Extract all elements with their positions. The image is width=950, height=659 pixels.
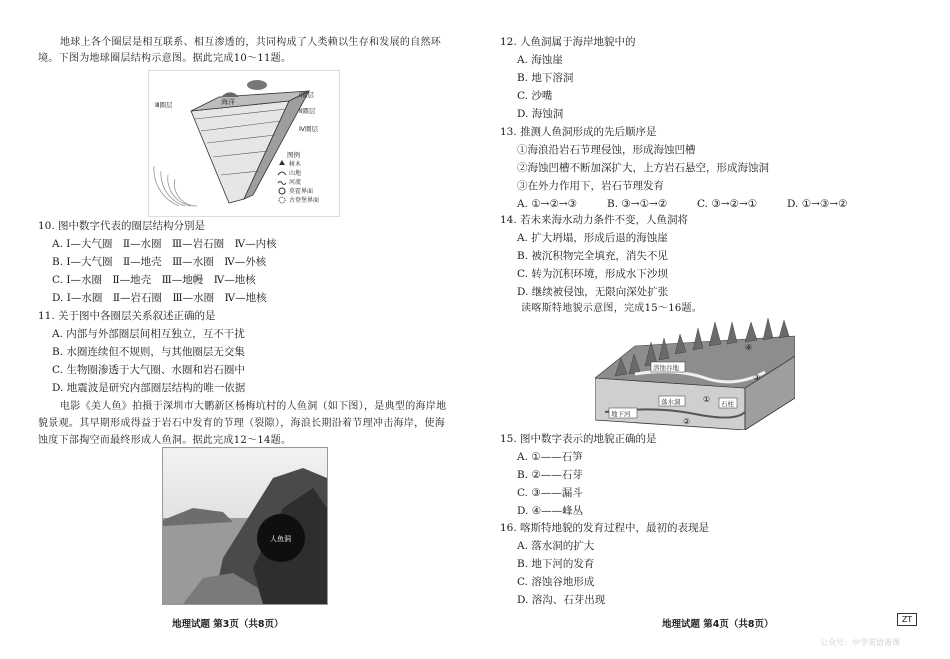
globe-arcs bbox=[154, 166, 197, 206]
photo-label-cave: 人鱼洞 bbox=[270, 535, 291, 543]
mountain-icon bbox=[278, 172, 286, 175]
legend-tree: 树木 bbox=[289, 161, 302, 168]
fig1-label-2: Ⅱ圈层 bbox=[299, 107, 316, 115]
cloud-icon bbox=[247, 80, 267, 90]
legend-gutenberg: 古登堡界面 bbox=[289, 197, 320, 204]
karst-label-sinkhole: 落水洞 bbox=[661, 398, 681, 406]
legend-moho: 莫霍界面 bbox=[289, 188, 314, 195]
q12-option-c: C. 沙嘴 bbox=[517, 90, 553, 102]
q15-option-d: D. ④——峰丛 bbox=[517, 505, 584, 517]
q15-stem: 15. 图中数字表示的地貌正确的是 bbox=[500, 433, 657, 445]
q13-option-a: A. ①→②→③ bbox=[517, 198, 578, 210]
q16-option-a: A. 落水洞的扩大 bbox=[517, 540, 595, 552]
fig1-label-3: Ⅲ圈层 bbox=[155, 101, 173, 109]
q12-stem: 12. 人鱼洞属于海岸地貌中的 bbox=[500, 36, 636, 48]
legend-mountain: 山地 bbox=[289, 170, 302, 177]
watermark-text: 公众号：中学英语备课 bbox=[820, 638, 900, 647]
q11-option-a: A. 内部与外部圈层间相互独立，互不干扰 bbox=[52, 328, 245, 340]
q15-option-a: A. ①——石笋 bbox=[517, 451, 583, 463]
q16-option-c: C. 溶蚀谷地形成 bbox=[517, 576, 595, 588]
q10-stem: 10. 图中数字代表的圈层结构分别是 bbox=[38, 220, 206, 232]
intro-12-14-line2: 貌景观。其早期形成得益于岩石中发育的节理（裂隙），海浪长期沿着节理冲击海岸，使海 bbox=[38, 418, 445, 429]
karst-num-1: ① bbox=[703, 395, 711, 404]
q16-option-b: B. 地下河的发育 bbox=[517, 558, 595, 570]
q11-option-d: D. 地震波是研究内部圈层结构的唯一依据 bbox=[52, 382, 246, 394]
legend-river: 河流 bbox=[289, 179, 302, 186]
q12-option-a: A. 海蚀崖 bbox=[517, 54, 563, 66]
moho-icon bbox=[279, 188, 285, 194]
legend-title: 图例 bbox=[287, 151, 300, 159]
q16-stem: 16. 喀斯特地貌的发育过程中，最初的表现是 bbox=[500, 522, 710, 534]
q12-option-b: B. 地下溶洞 bbox=[517, 72, 574, 84]
q10-option-b: B. Ⅰ—大气圈 Ⅱ—地壳 Ⅲ—水圈 Ⅳ—外核 bbox=[52, 256, 267, 268]
intro-15-16: 读喀斯特地貌示意图，完成15～16题。 bbox=[521, 303, 703, 314]
q14-option-b: B. 被沉积物完全填充，消失不见 bbox=[517, 250, 668, 262]
karst-label-valley: 溶蚀谷地 bbox=[653, 364, 679, 372]
q14-stem: 14. 若未来海水动力条件不变，人鱼洞将 bbox=[500, 214, 689, 226]
mountain-top bbox=[221, 92, 239, 97]
q15-option-c: C. ③——漏斗 bbox=[517, 487, 583, 499]
q15-option-b: B. ②——石芽 bbox=[517, 469, 583, 481]
intro-10-11-line1: 地球上各个圈层是相互联系、相互渗透的，共同构成了人类赖以生存和发展的自然环 bbox=[60, 37, 442, 48]
intro-10-11-line2: 境。下图为地球圈层结构示意图。据此完成10～11题。 bbox=[38, 53, 292, 64]
right-page bbox=[475, 0, 950, 659]
karst-num-3: ③ bbox=[753, 373, 761, 382]
q11-option-c: C. 生物圈渗透于大气圈、水圈和岩石圈中 bbox=[52, 364, 245, 376]
q10-option-a: A. Ⅰ—大气圈 Ⅱ—水圈 Ⅲ—岩石圈 Ⅳ—内核 bbox=[52, 238, 277, 250]
right-page-footer: 地理试题 第4页（共8页） bbox=[662, 619, 774, 630]
mermaid-cave-photo bbox=[162, 447, 328, 605]
zt-badge: ZT bbox=[897, 613, 917, 626]
q13-option-b: B. ③→①→② bbox=[607, 198, 668, 210]
q10-option-d: D. Ⅰ—水圈 Ⅱ—岩石圈 Ⅲ—水圈 Ⅳ—地核 bbox=[52, 292, 267, 304]
q13-line-1: ①海浪沿岩石节理侵蚀，形成海蚀凹槽 bbox=[517, 144, 696, 156]
intro-12-14-line1: 电影《美人鱼》拍摄于深圳市大鹏新区杨梅坑村的人鱼洞（如下图），是典型的海岸地 bbox=[60, 401, 447, 412]
left-page-footer: 地理试题 第3页（共8页） bbox=[172, 619, 284, 630]
river-icon bbox=[278, 182, 286, 185]
karst-label-river: 地下河 bbox=[611, 410, 631, 418]
q11-option-b: B. 水圈连续但不规则，与其他圈层无交集 bbox=[52, 346, 245, 358]
fig1-label-1: Ⅰ圈层 bbox=[299, 91, 314, 99]
intro-12-14-line3: 蚀度下部掏空而最终形成人鱼洞。据此完成12～14题。 bbox=[38, 435, 292, 446]
q16-option-d: D. 溶沟、石芽出现 bbox=[517, 594, 606, 606]
q13-option-c: C. ③→②→① bbox=[697, 198, 758, 210]
karst-num-2: ② bbox=[683, 417, 691, 426]
q10-option-c: C. Ⅰ—水圈 Ⅱ—地壳 Ⅲ—地幔 Ⅳ—地核 bbox=[52, 274, 256, 286]
karst-figure bbox=[595, 316, 795, 430]
earth-layers-figure bbox=[148, 70, 340, 217]
q13-line-2: ②海蚀凹槽不断加深扩大，上方岩石悬空，形成海蚀洞 bbox=[517, 162, 769, 174]
fig1-label-4: Ⅳ圈层 bbox=[299, 125, 318, 133]
q14-option-c: C. 转为沉积环境，形成水下沙坝 bbox=[517, 268, 668, 280]
q14-option-a: A. 扩大坍塌，形成后退的海蚀崖 bbox=[517, 232, 668, 244]
q13-stem: 13. 推测人鱼洞形成的先后顺序是 bbox=[500, 126, 657, 138]
fig1-label-ocean: 海洋 bbox=[221, 98, 235, 106]
q12-option-d: D. 海蚀洞 bbox=[517, 108, 564, 120]
karst-num-4: ④ bbox=[745, 343, 753, 352]
karst-label-pillar: 石柱 bbox=[721, 400, 734, 408]
tree-icon bbox=[279, 160, 285, 165]
gutenberg-icon bbox=[279, 197, 285, 203]
q13-option-d: D. ①→③→② bbox=[787, 198, 848, 210]
q13-line-3: ③在外力作用下，岩石节理发育 bbox=[517, 180, 664, 192]
q11-stem: 11. 关于图中各圈层关系叙述正确的是 bbox=[38, 310, 216, 322]
q14-option-d: D. 继续被侵蚀，无限向深处扩张 bbox=[517, 286, 669, 298]
